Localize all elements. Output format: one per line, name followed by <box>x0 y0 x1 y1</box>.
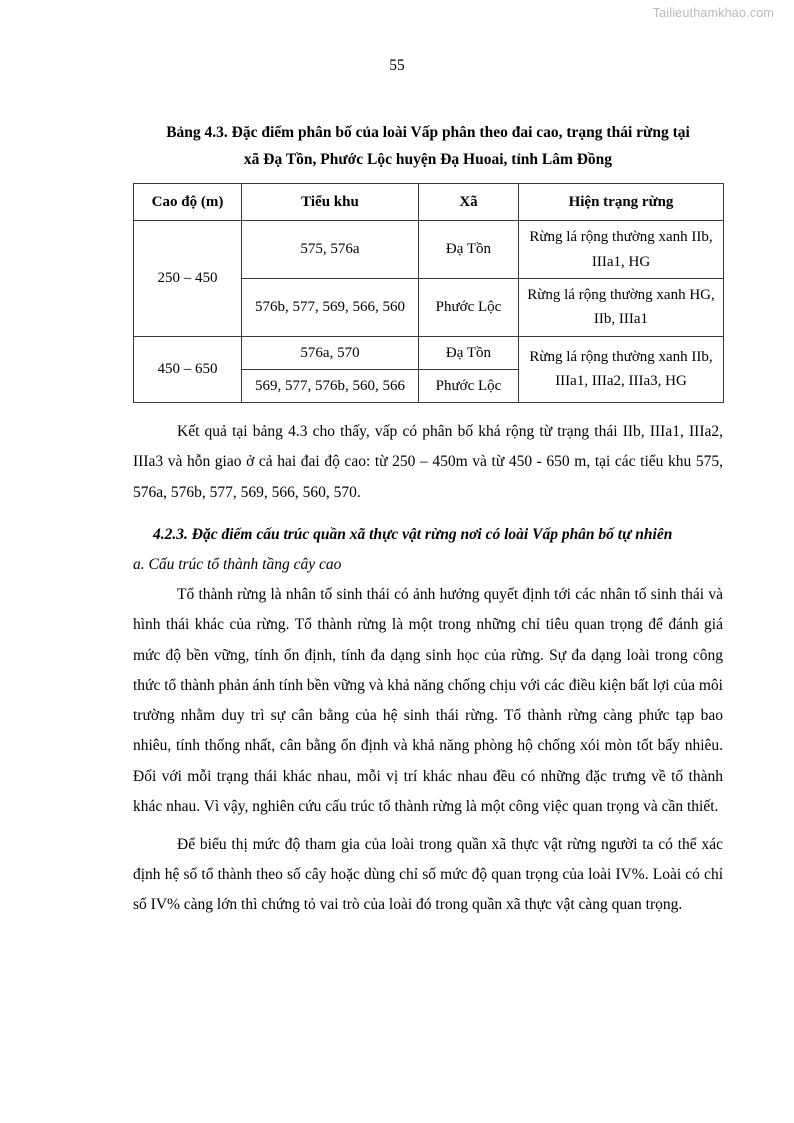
page-content <box>133 120 723 921</box>
cell-commune: Phước Lộc <box>419 369 519 402</box>
table-caption <box>133 120 723 173</box>
table-header-row <box>134 184 724 221</box>
column-header-forest-status: Hiện trạng rừng <box>519 184 724 221</box>
cell-forest-status: Rừng lá rộng thường xanh IIb, IIIa1, IIIa2, IIIa3, HG <box>519 336 724 403</box>
column-header-commune: Xã <box>419 184 519 221</box>
sub-heading-a: a. Cấu trúc tổ thành tầng cây cao <box>133 555 342 573</box>
table-caption-line-1: Bảng 4.3. Đặc điểm phân bố của loài Vấp phân theo đai cao, trạng thái rừng tại <box>166 124 690 141</box>
page-number: 55 <box>389 57 405 74</box>
cell-elevation: 450 – 650 <box>134 336 242 403</box>
cell-subzone: 569, 577, 576b, 560, 566 <box>242 369 419 402</box>
table-row <box>134 221 724 279</box>
section-heading-423: 4.2.3. Đặc điểm cấu trúc quần xã thực vật rừng nơi có loài Vấp phân bố tự nhiên <box>153 525 673 543</box>
paragraph-body-2: Để biểu thị mức độ tham gia của loài trong quần xã thực vật rừng người ta có thể xác định hệ số tổ thành theo số cây hoặc dùng chỉ số mức độ quan trọng của loài IV%. Loài có chỉ số IV% càng lớn thì chứng tỏ vai trò của loài đó trong quần xã thực vật càng quan trọng. <box>133 835 723 914</box>
column-header-elevation: Cao độ (m) <box>134 184 242 221</box>
cell-forest-status: Rừng lá rộng thường xanh HG, IIb, IIIa1 <box>519 278 724 336</box>
cell-subzone: 576a, 570 <box>242 336 419 369</box>
table-caption-line-2: xã Đạ Tồn, Phước Lộc huyện Đạ Huoai, tỉnh Lâm Đồng <box>243 150 613 168</box>
cell-subzone: 576b, 577, 569, 566, 560 <box>242 278 419 336</box>
cell-elevation: 250 – 450 <box>134 221 242 336</box>
cell-forest-status: Rừng lá rộng thường xanh IIb, IIIa1, HG <box>519 221 724 279</box>
paragraph-table-summary: Kết quả tại bảng 4.3 cho thấy, vấp có phân bố khá rộng từ trạng thái IIb, IIIa1, IIIa2, IIIa3 và hỗn giao ở cả hai đai độ cao: từ 250 – 450m và từ 450 - 650 m, tại các tiểu khu 575, 576a, 576b, 577, 569, 566, 560, 570. <box>133 423 723 501</box>
cell-commune: Đạ Tồn <box>419 336 519 369</box>
cell-commune: Đạ Tồn <box>419 221 519 279</box>
watermark-text: Tailieuthamkhao.com <box>652 6 774 20</box>
table-row <box>134 336 724 369</box>
cell-commune: Phước Lộc <box>419 278 519 336</box>
paragraph-body-1: Tổ thành rừng là nhân tố sinh thái có ảnh hưởng quyết định tới các nhân tố sinh thái và hình thái khác của rừng. Tổ thành rừng là một trong những chỉ tiêu quan trọng để đánh giá mức độ bền vững, tính ổn định, tính đa dạng sinh học của rừng. Sự đa dạng loài trong công thức tổ thành phản ánh tính bền vững và khả năng chống chịu với các điều kiện bất lợi của môi trường nhằm duy trì sự cân bằng của hệ sinh thái rừng. Tổ thành rừng càng phức tạp bao nhiêu, tính thống nhất, cân bằng ổn định và khả năng phòng hộ chống xói mòn tốt bấy nhiêu. Đối với mỗi trạng thái khác nhau, mỗi vị trí khác nhau đều có những đặc trưng về tổ thành khác nhau. Vì vậy, nghiên cứu cấu trúc tổ thành rừng là một công việc quan trọng và cần thiết. <box>133 586 723 815</box>
cell-subzone: 575, 576a <box>242 221 419 279</box>
distribution-table <box>133 183 724 403</box>
column-header-subzone: Tiểu khu <box>242 184 419 221</box>
